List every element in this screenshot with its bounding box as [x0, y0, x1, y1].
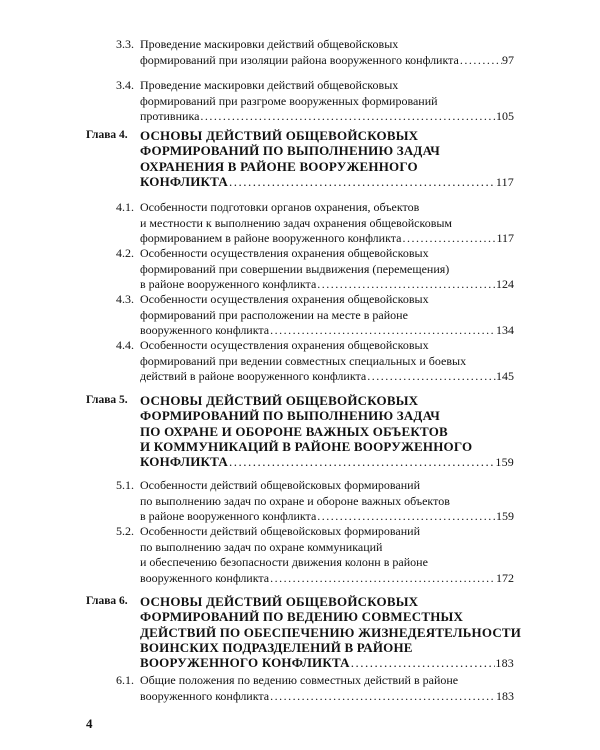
toc-entry-line: в районе вооруженного конфликта	[140, 509, 317, 523]
dot-leader	[459, 53, 502, 69]
toc-entry-last-line	[140, 174, 514, 190]
toc-entry-line: и обеспечению безопасности движения колонн в районе	[140, 555, 428, 569]
toc-entry-last-line	[140, 53, 514, 69]
toc-entry-title	[140, 37, 514, 68]
toc-entry-line: по выполнению задач по охране и обороне важных объектов	[140, 493, 450, 508]
toc-entry-line: по выполнению задач по охране коммуникаций	[140, 539, 383, 554]
toc-entry-line: ВОИНСКИХ ПОДРАЗДЕЛЕНИЙ В РАЙОНЕ	[140, 639, 413, 655]
toc-entry-line: вооруженного конфликта	[140, 323, 270, 337]
toc-entry-line: Особенности подготовки органов охранения, объектов	[140, 200, 420, 214]
toc-entry-line: противника	[140, 109, 200, 123]
toc-entry-last-line	[140, 655, 514, 671]
toc-entry-line: ДЕЙСТВИЙ ПО ОБЕСПЕЧЕНИЮ ЖИЗНЕДЕЯТЕЛЬНОСТИ	[140, 624, 522, 640]
dot-leader	[199, 109, 496, 125]
dot-leader	[366, 369, 496, 385]
toc-entry-line: Особенности осуществления охранения общевойсковых	[140, 246, 429, 260]
toc-entry-title	[140, 78, 514, 125]
toc-entry-number: 6.1.	[116, 673, 134, 687]
toc-entry-line: формирований при расположении на месте в районе	[140, 307, 408, 322]
toc-entry-page: 97	[502, 52, 514, 67]
toc-entry-number: 4.1.	[116, 200, 134, 214]
toc-entry-page: 117	[496, 231, 514, 245]
toc-entry-line: ФОРМИРОВАНИЙ ПО ВЕДЕНИЮ СОВМЕСТНЫХ	[140, 609, 464, 625]
toc-entry-page: 117	[495, 174, 514, 189]
dot-leader	[269, 571, 496, 587]
toc-entry-line: ОСНОВЫ ДЕЙСТВИЙ ОБЩЕВОЙСКОВЫХ	[140, 128, 419, 143]
toc-entry-line: ФОРМИРОВАНИЙ ПО ВЫПОЛНЕНИЮ ЗАДАЧ	[140, 143, 440, 159]
toc-entry-page: 172	[496, 570, 514, 585]
toc-entry-line: ОСНОВЫ ДЕЙСТВИЙ ОБЩЕВОЙСКОВЫХ	[140, 393, 419, 408]
toc-entry-title	[140, 594, 522, 671]
dot-leader	[350, 655, 496, 670]
toc-entry-page: 159	[496, 509, 514, 523]
toc-entry-line: Особенности действий общевойсковых формирований	[140, 524, 420, 538]
toc-entry-line: Проведение маскировки действий общевойсковых	[140, 37, 399, 51]
toc-entry-title	[140, 673, 514, 704]
toc-entry-title	[140, 128, 514, 190]
toc-entry-line: и местности к выполнению задач охранения общевойсковым	[140, 215, 453, 230]
toc-entry-title	[140, 200, 514, 247]
toc-entry-line: в районе вооруженного конфликта	[140, 277, 317, 291]
toc-entry-line: формирований при изоляции района вооруженного конфликта	[140, 52, 459, 67]
toc-entry-title	[140, 478, 514, 525]
toc-entry-page: 183	[495, 656, 514, 671]
toc-entry-number: 5.1.	[116, 478, 134, 492]
dot-leader	[316, 277, 496, 293]
dot-leader	[228, 174, 496, 189]
toc-entry-page: 105	[496, 109, 514, 123]
toc-entry-number: 4.3.	[116, 292, 134, 306]
toc-entry-title	[140, 524, 514, 586]
toc-entry-line: формирований при разгроме вооруженных формирований	[140, 93, 438, 108]
dot-leader	[316, 509, 496, 525]
toc-entry-page: 134	[496, 323, 514, 337]
toc-entry-page: 124	[496, 277, 514, 291]
toc-entry-title	[140, 393, 514, 470]
toc-entry-line: ОСНОВЫ ДЕЙСТВИЙ ОБЩЕВОЙСКОВЫХ	[140, 594, 419, 609]
toc-entry-line: ФОРМИРОВАНИЙ ПО ВЫПОЛНЕНИЮ ЗАДАЧ	[140, 408, 440, 424]
toc-entry-line: КОНФЛИКТА	[140, 454, 228, 470]
toc-entry-number: Глава 5.	[86, 394, 128, 406]
toc-entry-number: 4.2.	[116, 246, 134, 260]
toc-entry-page: 145	[496, 369, 514, 383]
toc-entry-title	[140, 292, 514, 339]
toc-entry-line: Проведение маскировки действий общевойсковых	[140, 78, 399, 92]
toc-entry-line: ВООРУЖЕННОГО КОНФЛИКТА	[140, 655, 350, 671]
toc-entry-last-line	[140, 689, 514, 705]
toc-entry-last-line	[140, 109, 514, 125]
toc-entry-line: формирований при совершении выдвижения (перемещения)	[140, 261, 450, 276]
toc-entry-line: И КОММУНИКАЦИЙ В РАЙОНЕ ВООРУЖЕННОГО	[140, 438, 473, 454]
toc-entry-line: Особенности действий общевойсковых формирований	[140, 478, 420, 492]
toc-entry-last-line	[140, 323, 514, 339]
toc-entry-last-line	[140, 277, 514, 293]
dot-leader	[269, 323, 496, 339]
dot-leader	[269, 689, 496, 705]
toc-entry-last-line	[140, 571, 514, 587]
toc-entry-last-line	[140, 509, 514, 525]
toc-entry-number: 3.4.	[116, 78, 134, 92]
toc-entry-page: 183	[496, 688, 514, 703]
toc-entry-line: формированием в районе вооруженного конфликта	[140, 231, 402, 245]
toc-entry-line: КОНФЛИКТА	[140, 173, 228, 189]
toc-entry-line: вооруженного конфликта	[140, 688, 270, 703]
page-number: 4	[86, 716, 93, 731]
toc-entry-line: ОХРАНЕНИЯ В РАЙОНЕ ВООРУЖЕННОГО	[140, 158, 418, 174]
dot-leader	[401, 231, 496, 247]
toc-entry-line: вооруженного конфликта	[140, 570, 270, 585]
toc-entry-line: формирований при ведении совместных специальных и боевых	[140, 353, 467, 368]
toc-entry-line: Общие положения по ведению совместных действий в районе	[140, 673, 459, 687]
toc-entry-last-line	[140, 369, 514, 385]
toc-entry-title	[140, 246, 514, 293]
toc-entry-last-line	[140, 454, 514, 470]
toc-entry-number: Глава 6.	[86, 595, 128, 607]
toc-entry-number: 3.3.	[116, 37, 134, 51]
toc-entry-last-line	[140, 231, 514, 247]
toc-entry-line: Особенности осуществления охранения общевойсковых	[140, 292, 429, 306]
toc-entry-number: Глава 4.	[86, 129, 128, 141]
toc-entry-line: ПО ОХРАНЕ И ОБОРОНЕ ВАЖНЫХ ОБЪЕКТОВ	[140, 423, 448, 439]
toc-entry-number: 4.4.	[116, 338, 134, 352]
dot-leader	[228, 454, 495, 469]
toc-entry-page: 159	[495, 455, 514, 470]
toc-entry-number: 5.2.	[116, 524, 134, 538]
toc-entry-line: действий в районе вооруженного конфликта	[140, 369, 367, 383]
toc-entry-line: Особенности осуществления охранения общевойсковых	[140, 338, 429, 352]
toc-entry-title	[140, 338, 514, 385]
